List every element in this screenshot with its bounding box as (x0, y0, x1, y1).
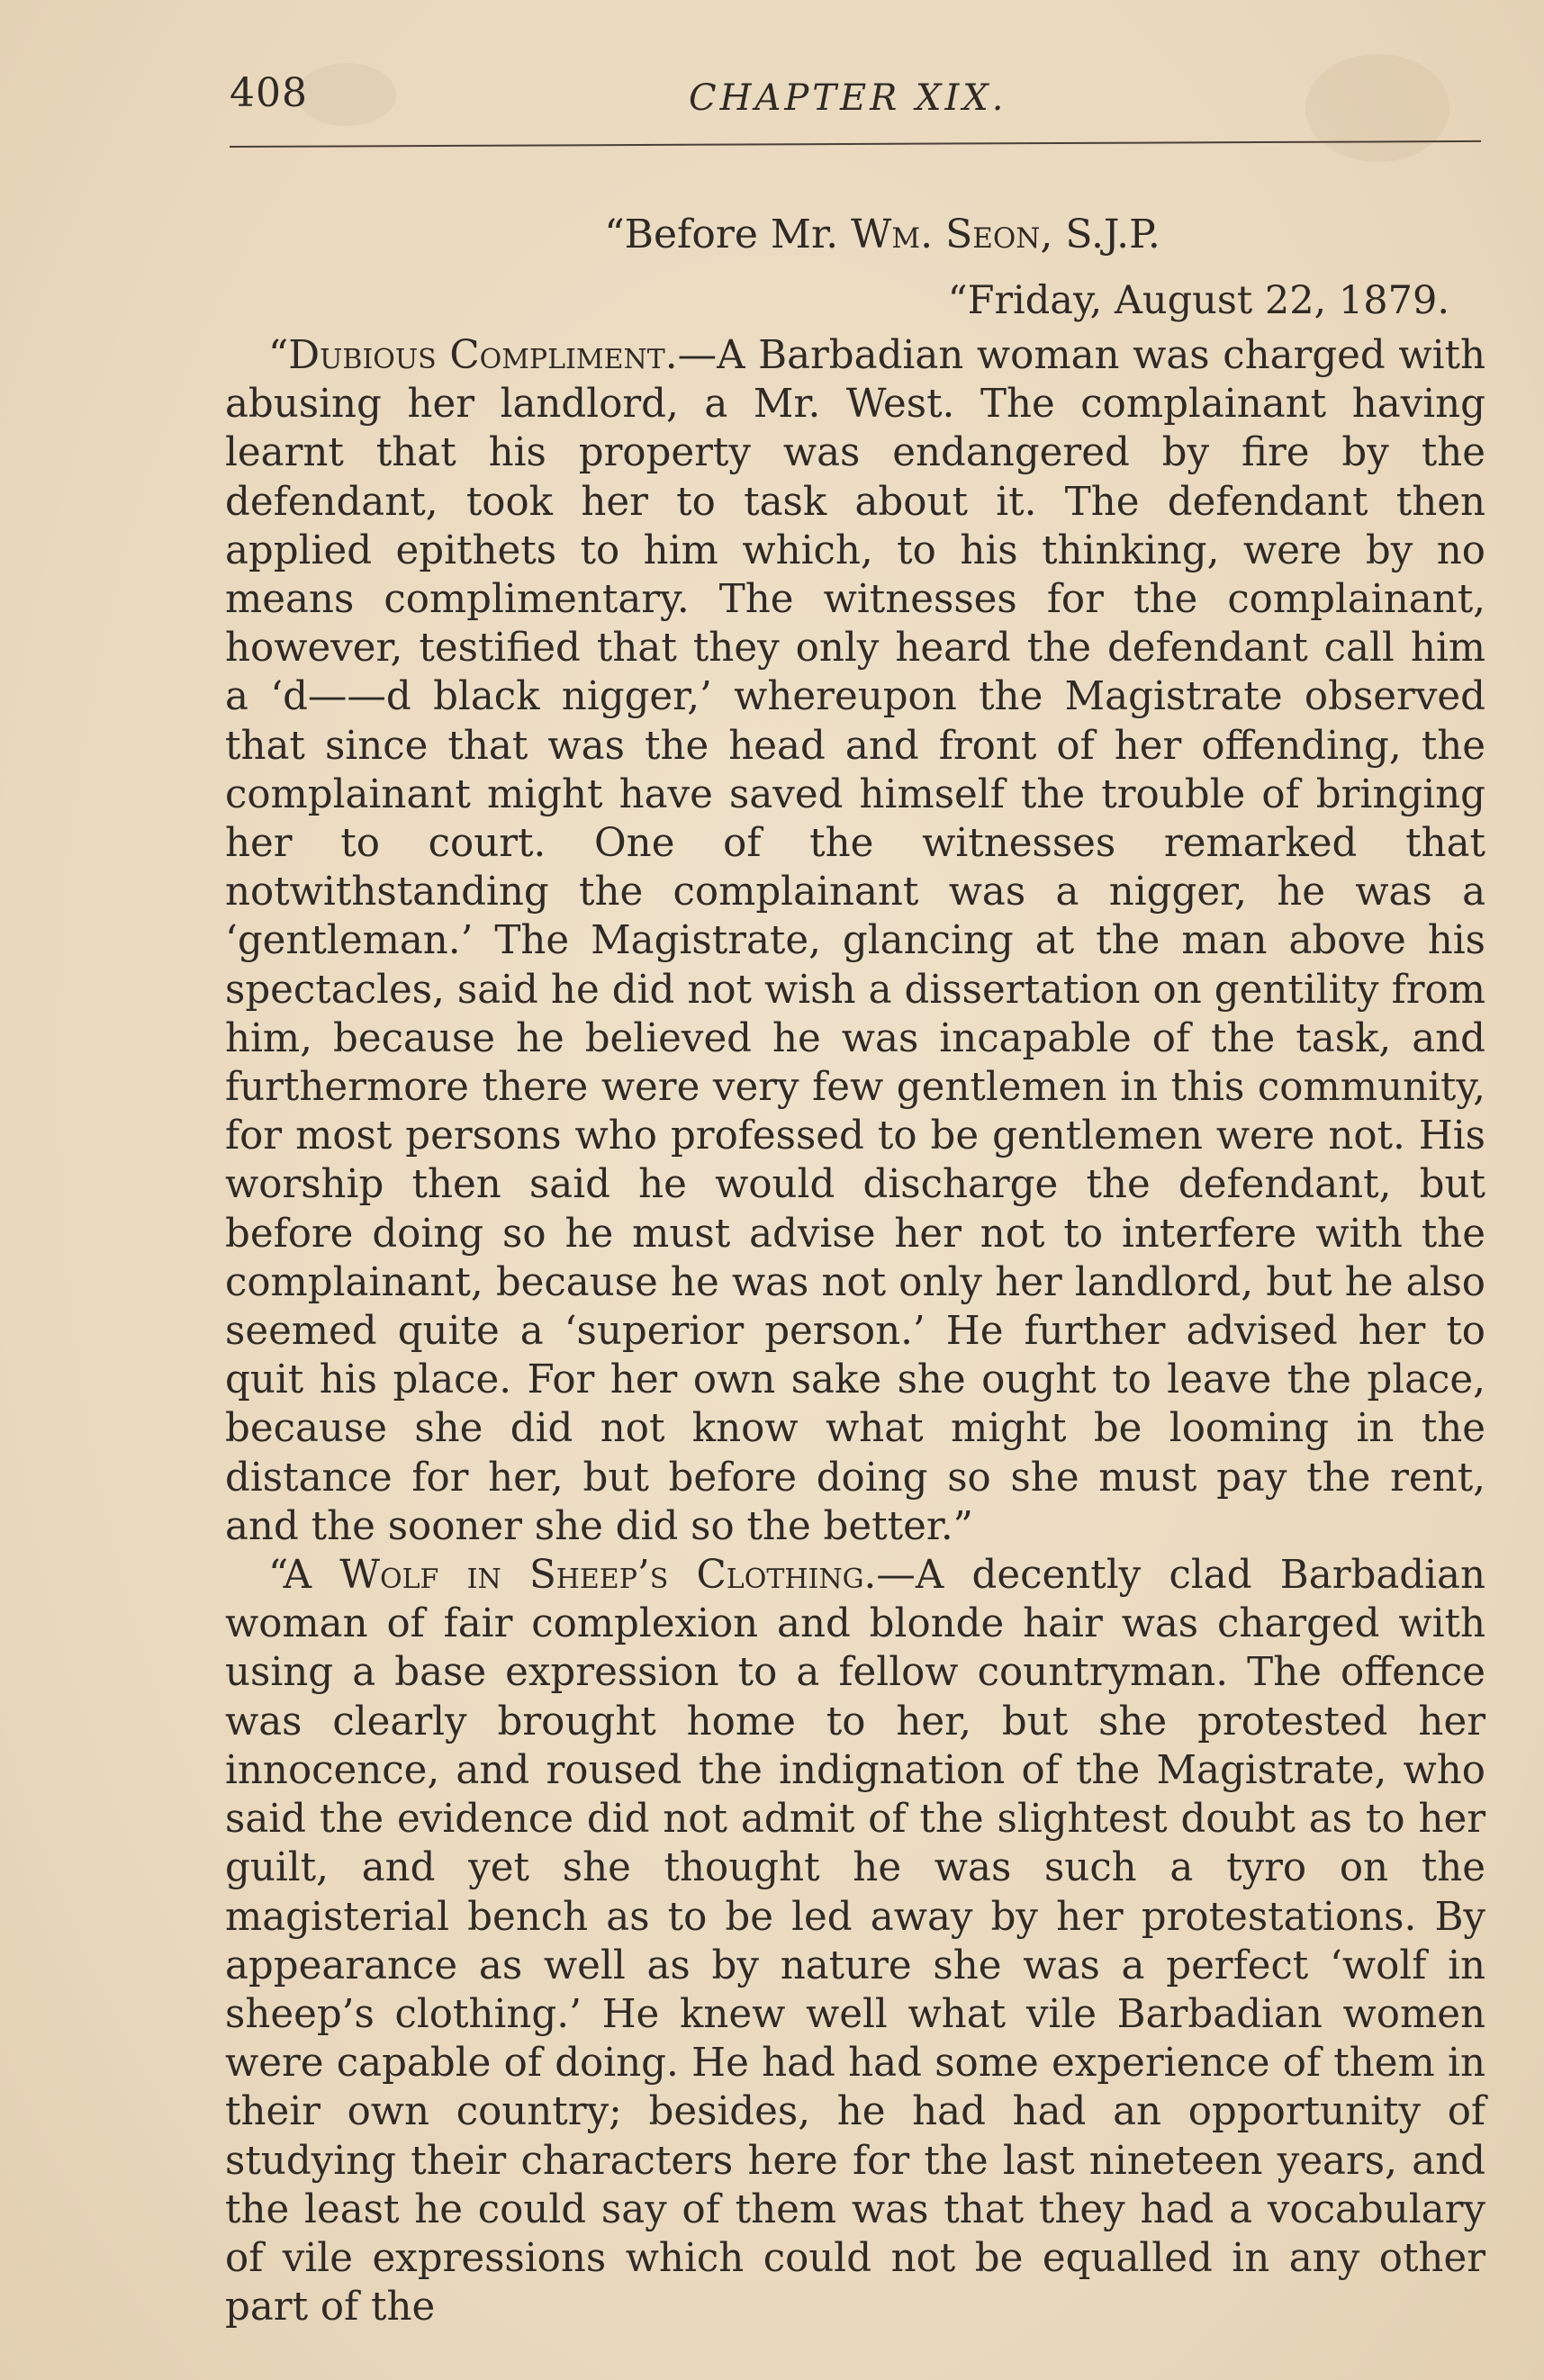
court-heading-suffix: , S.J.P. (1040, 212, 1160, 257)
paragraph-text: —A Barbadian woman was charged with abusing her landlord, a Mr. West. The complainant having learnt that his property was endangered by fire by the defendant, took her to task about it. The defendant then applied epithets to him which, to his thinking, were by no means complimentary. The witnesses for the complainant, however, testified that they only heard the defendant call him a ‘d——d black nigger,’ whereupon the Magistrate observed that since that was the head and front of her offending, the complainant might have saved himself the trouble of bringing her to court. One of the witnesses remarked that notwithstanding the complainant was a nigger, he was a ‘gentleman.’ The Magistrate, glancing at the man above his spectacles, said he did not wish a dissertation on gentility from him, because he believed he was incapable of the task, and furthermore there were very few gentlemen in this community, for most persons who professed to be gentlemen were not. His worship then said he would discharge the defendant, but before doing so he must advise her not to interfere with the complainant, because he was not only her landlord, but he also seemed quite a ‘superior person.’ He further advised her to quit his place. For her own sake she ought to leave the place, because she did not know what might be looming in the distance for her, but before doing so she must pay the rent, and the sooner she did so the better.” (225, 333, 1485, 1549)
date-line: “Friday, August 22, 1879. (947, 278, 1449, 323)
header-rule (230, 140, 1481, 148)
paragraph-lead: “A Wolf in Sheep’s Clothing. (268, 1553, 877, 1599)
paragraph-text: —A decently clad Barbadian woman of fair complexion and blonde hair was charged with using a base expression to a fellow countryman. The offence was clearly brought home to her, but she protested her innocence, and roused the indignation of the Magistrate, who said the evidence did not admit of the slightest doubt as to her guilt, and yet she thought he was such a tyro on the magisterial bench as to be led away by her protestations. By appearance as well as by nature she was a perfect ‘wolf in sheep’s clothing.’ He knew well what vile Barbadian women were capable of doing. He had had some experience of them in their own country; besides, he had had an opportunity of studying their characters here for the last nineteen years, and the least he could say of them was that they had a vocabulary of vile expressions which could not be equalled in any other part of the (225, 1553, 1485, 2330)
paragraph-dubious-compliment (225, 331, 1485, 1551)
running-head: CHAPTER XIX. (689, 77, 1007, 119)
court-heading-prefix: “Before Mr. (604, 212, 852, 257)
court-heading (225, 207, 1485, 263)
paragraph-wolf-in-sheeps-clothing (225, 1551, 1485, 2331)
magistrate-name: Wm. Seon (851, 212, 1041, 257)
paragraph-lead: “Dubious Compliment. (268, 333, 678, 378)
page-body (225, 207, 1485, 2331)
page-header (230, 70, 1481, 133)
page-number: 408 (230, 70, 308, 116)
